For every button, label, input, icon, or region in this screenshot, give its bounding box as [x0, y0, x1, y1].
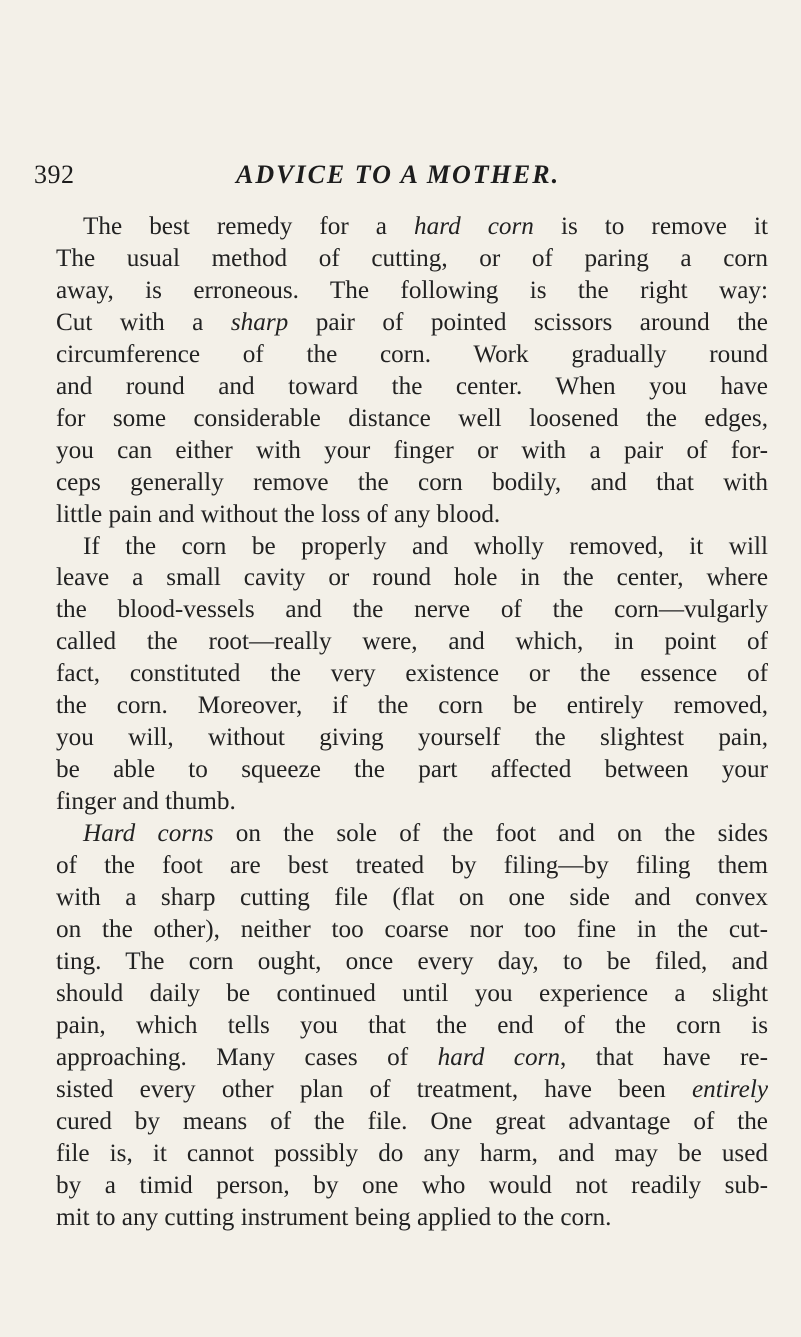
- text-line: [56, 562, 768, 594]
- text-run: on the other), neither too coarse nor too fine in the cut-: [56, 915, 768, 943]
- text-run: away, is erroneous. The following is the right way:: [56, 276, 768, 304]
- text-run: cured by means of the file. One great advantage of the: [56, 1107, 768, 1135]
- text-line: [56, 1042, 768, 1074]
- text-line: [56, 850, 768, 882]
- text-line: [56, 882, 768, 914]
- italic-text: sharp: [230, 308, 289, 336]
- text-line: [56, 371, 768, 403]
- text-run: be able to squeeze the part affected between your: [56, 756, 768, 784]
- text-line: [56, 243, 768, 275]
- italic-text: hard corn: [437, 1043, 560, 1071]
- italic-text: Hard corns: [83, 820, 214, 848]
- text-run: approaching. Many cases of: [56, 1043, 438, 1071]
- text-run: for some considerable distance well loosened the edges,: [56, 404, 768, 432]
- text-line: [56, 914, 768, 946]
- text-run: leave a small cavity or round hole in the center, where: [56, 564, 768, 592]
- text-run: mit to any cutting instrument being applied to the corn.: [56, 1203, 612, 1231]
- text-run: of the foot are best treated by filing—by filing them: [56, 852, 768, 880]
- text-run: ting. The corn ought, once every day, to be filed, and: [56, 947, 768, 975]
- text-line: [56, 594, 768, 626]
- text-run: is to remove it: [533, 213, 768, 240]
- text-run: the blood-vessels and the nerve of the corn—vulgarly: [56, 596, 768, 624]
- text-line: [56, 339, 768, 371]
- text-line: [56, 275, 768, 307]
- text-line: [56, 467, 768, 499]
- text-line: [56, 690, 768, 722]
- text-run: by a timid person, by one who would not readily sub-: [56, 1171, 768, 1199]
- text-run: fact, constituted the very existence or the essence of: [56, 660, 768, 688]
- text-run: , that have re-: [559, 1043, 768, 1071]
- text-run: the corn. Moreover, if the corn be entirely removed,: [56, 692, 768, 720]
- text-run: file is, it cannot possibly do any harm, and may be used: [56, 1139, 768, 1167]
- text-line: [56, 818, 768, 850]
- text-run: should daily be continued until you experience a slight: [56, 979, 768, 1007]
- running-head: ADVICE TO A MOTHER.: [236, 160, 561, 189]
- page-number: 392: [34, 160, 75, 189]
- italic-text: entirely: [692, 1075, 768, 1103]
- text-run: on the sole of the foot and on the sides: [213, 820, 768, 848]
- text-run: sisted every other plan of treatment, have been: [56, 1075, 692, 1103]
- text-run: little pain and without the loss of any blood.: [56, 500, 501, 528]
- text-run: circumference of the corn. Work gradually round: [56, 340, 768, 368]
- text-run: called the root—really were, and which, in point of: [56, 628, 768, 656]
- text-line: [56, 1202, 768, 1234]
- text-line: [56, 211, 768, 243]
- text-run: Cut with a: [56, 308, 231, 336]
- text-line: [56, 946, 768, 978]
- body-text: [56, 211, 768, 1234]
- text-line: [56, 307, 768, 339]
- text-run: finger and thumb.: [56, 788, 236, 816]
- text-line: [56, 1010, 768, 1042]
- text-run: pain, which tells you that the end of the corn is: [56, 1011, 768, 1039]
- text-line: [56, 1106, 768, 1138]
- italic-text: hard corn: [414, 213, 534, 240]
- text-line: [56, 978, 768, 1010]
- text-line: [56, 1138, 768, 1170]
- text-run: If the corn be properly and wholly removed, it will: [83, 532, 768, 560]
- text-line: [56, 722, 768, 754]
- text-line: [56, 435, 768, 467]
- text-line: [56, 403, 768, 435]
- text-line: [56, 499, 768, 531]
- text-run: and round and toward the center. When you have: [56, 372, 768, 400]
- text-run: with a sharp cutting file (flat on one side and convex: [56, 884, 768, 912]
- text-run: pair of pointed scissors around the: [288, 308, 768, 336]
- text-line: [56, 531, 768, 563]
- text-line: [56, 1170, 768, 1202]
- text-line: [56, 786, 768, 818]
- text-run: The usual method of cutting, or of paring a corn: [56, 244, 768, 272]
- text-line: [56, 754, 768, 786]
- text-run: you will, without giving yourself the slightest pain,: [56, 724, 768, 752]
- text-line: [56, 1074, 768, 1106]
- text-run: The best remedy for a: [83, 213, 415, 240]
- text-run: you can either with your finger or with a pair of for-: [56, 436, 768, 464]
- text-run: ceps generally remove the corn bodily, and that with: [56, 468, 768, 496]
- page-header: [34, 160, 734, 194]
- text-line: [56, 658, 768, 690]
- text-line: [56, 626, 768, 658]
